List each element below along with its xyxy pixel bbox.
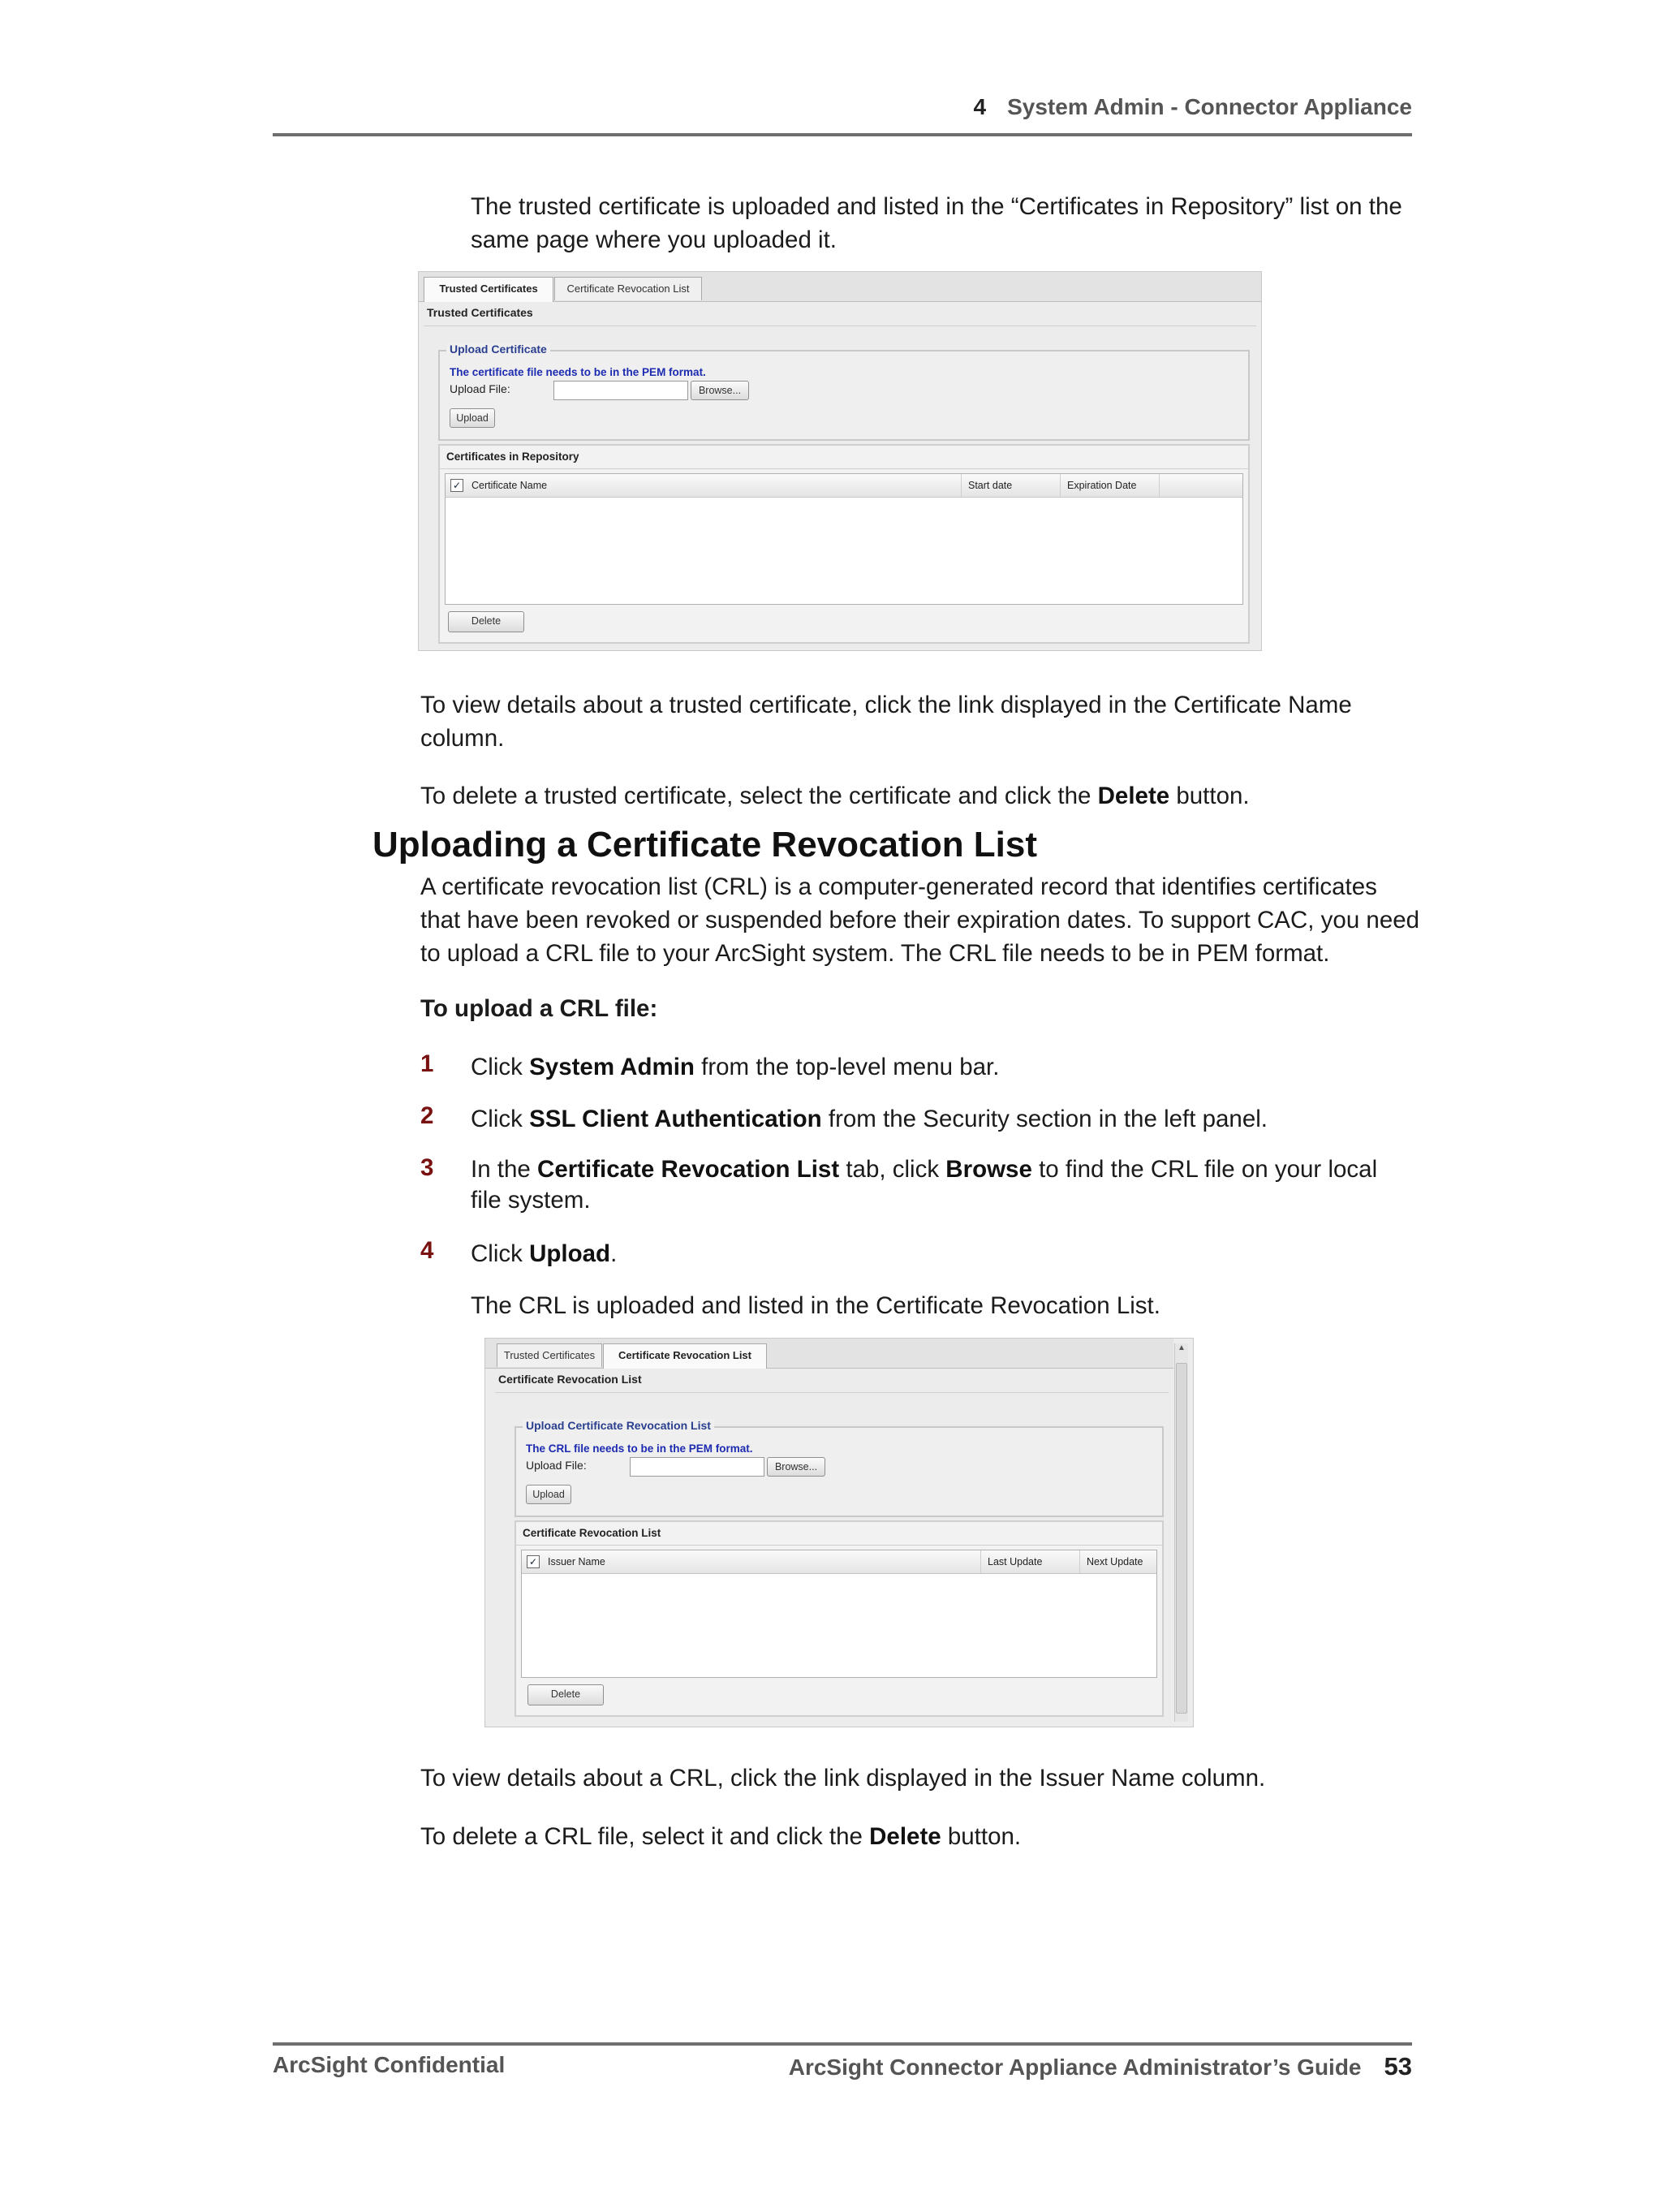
section-title: Certificate Revocation List	[523, 1527, 661, 1539]
text-run: from the top-level menu bar.	[694, 1054, 1000, 1080]
text-run: tab, click	[839, 1156, 946, 1183]
tab-certificate-revocation-list[interactable]: Certificate Revocation List	[554, 277, 702, 300]
text-run: Click	[471, 1240, 530, 1267]
text-run: In the	[471, 1156, 538, 1183]
step-number-4: 4	[420, 1237, 434, 1264]
fieldset-legend: Upload Certificate Revocation List	[523, 1419, 714, 1432]
upload-button[interactable]: Upload	[450, 408, 495, 428]
footer-confidential: ArcSight Confidential	[273, 2052, 506, 2077]
text-run: to find the CRL file on your local file system.	[471, 1156, 1378, 1214]
upload-certificate-fieldset	[438, 343, 1250, 441]
browse-button[interactable]: Browse...	[691, 381, 749, 400]
panel-title: Certificate Revocation List	[498, 1373, 642, 1386]
certificates-table	[445, 473, 1243, 605]
browse-button[interactable]: Browse...	[767, 1457, 825, 1477]
delete-button[interactable]: Delete	[448, 611, 524, 632]
column-last-update[interactable]: Last Update	[981, 1550, 1080, 1573]
upload-file-label: Upload File:	[450, 382, 510, 395]
divider	[440, 468, 1248, 469]
vertical-scrollbar[interactable]	[1174, 1343, 1188, 1722]
step-number-3: 3	[420, 1154, 434, 1181]
page-footer	[273, 2042, 1412, 2080]
guide-title: ArcSight Connector Appliance Administrator’s Guide	[788, 2055, 1362, 2080]
section-title: Certificates in Repository	[446, 451, 579, 463]
tab-certificate-revocation-list[interactable]: Certificate Revocation List	[603, 1343, 767, 1369]
running-header	[974, 94, 1412, 120]
bold-system-admin: System Admin	[529, 1054, 695, 1080]
column-issuer-name[interactable]: Issuer Name	[541, 1550, 981, 1573]
text-run: button.	[941, 1823, 1022, 1850]
fieldset-legend: Upload Certificate	[446, 343, 550, 356]
tab-strip	[485, 1339, 1173, 1369]
procedure-title: To upload a CRL file:	[420, 995, 658, 1022]
upload-file-label: Upload File:	[526, 1459, 587, 1472]
page-number: 53	[1384, 2052, 1412, 2080]
pem-format-note: The CRL file needs to be in the PEM format.	[526, 1442, 753, 1455]
column-next-update[interactable]: Next Update	[1087, 1556, 1143, 1567]
divider	[516, 1545, 1162, 1546]
text-run: Click	[471, 1106, 530, 1132]
paragraph-delete-trusted	[420, 779, 1412, 813]
select-all-checkbox[interactable]: ✓	[527, 1555, 540, 1568]
screenshot-certificate-revocation-list	[484, 1338, 1194, 1727]
chapter-number: 4	[973, 94, 987, 119]
step-2-text	[471, 1102, 1412, 1136]
paragraph-crl-uploaded: The CRL is uploaded and listed in the Certificate Revocation List.	[471, 1292, 1160, 1319]
select-all-checkbox[interactable]: ✓	[450, 479, 463, 492]
footer-guide-title	[789, 2052, 1412, 2081]
text-run: button.	[1169, 783, 1250, 809]
upload-file-input[interactable]	[630, 1457, 764, 1477]
crl-table	[521, 1550, 1157, 1678]
column-certificate-name[interactable]: Certificate Name	[465, 474, 962, 497]
step-3-text	[471, 1154, 1412, 1216]
column-start-date[interactable]: Start date	[962, 474, 1061, 497]
tab-trusted-certificates[interactable]: Trusted Certificates	[497, 1343, 602, 1367]
scroll-up-icon[interactable]: ▲	[1178, 1343, 1186, 1352]
bold-ssl-client-authentication: SSL Client Authentication	[529, 1106, 822, 1132]
scrollbar-thumb[interactable]	[1176, 1363, 1187, 1714]
certificates-in-repository-section	[438, 444, 1250, 644]
text-run: from the Security section in the left panel.	[821, 1106, 1268, 1132]
paragraph-view-crl: To view details about a CRL, click the link displayed in the Issuer Name column.	[420, 1765, 1266, 1792]
upload-button[interactable]: Upload	[526, 1485, 571, 1504]
paragraph-view-trusted: To view details about a trusted certificate, click the link displayed in the Certificate Name column.	[420, 692, 1352, 752]
table-header	[522, 1550, 1156, 1574]
step-4-text	[471, 1237, 1412, 1270]
text-run: .	[610, 1240, 618, 1267]
paragraph-trusted-uploaded: The trusted certificate is uploaded and listed in the “Certificates in Repository” list on the same page where you uploaded it.	[471, 193, 1402, 253]
text-run: Click	[471, 1054, 530, 1080]
upload-crl-fieldset	[515, 1419, 1164, 1517]
upload-file-input[interactable]	[553, 381, 688, 400]
chapter-title: System Admin - Connector Appliance	[1007, 94, 1412, 119]
tab-trusted-certificates[interactable]: Trusted Certificates	[424, 277, 553, 302]
screenshot-trusted-certificates	[418, 271, 1262, 651]
tab-strip	[419, 272, 1261, 302]
table-header	[446, 474, 1242, 498]
pem-format-note: The certificate file needs to be in the PEM format.	[450, 366, 706, 378]
bold-browse: Browse	[945, 1156, 1032, 1183]
delete-button[interactable]: Delete	[527, 1684, 604, 1705]
page-header	[273, 91, 1412, 136]
divider	[495, 1392, 1169, 1393]
step-1-text	[471, 1050, 1412, 1084]
bold-delete: Delete	[869, 1823, 941, 1850]
crl-list-section	[515, 1520, 1164, 1717]
paragraph-crl-intro: A certificate revocation list (CRL) is a computer-generated record that identifies certificates that have been revoked or suspended before their expiration dates. To support CAC, you need to upload a CRL file to your ArcSight system. The CRL file needs to be in PEM format.	[420, 873, 1420, 967]
step-number-1: 1	[420, 1050, 434, 1077]
column-expiration-date[interactable]: Expiration Date	[1061, 474, 1160, 497]
paragraph-delete-crl	[420, 1820, 1412, 1853]
bold-delete: Delete	[1097, 783, 1170, 809]
panel-title: Trusted Certificates	[427, 306, 533, 319]
section-heading: Uploading a Certificate Revocation List	[372, 825, 1038, 865]
text-run: To delete a trusted certificate, select the certificate and click the	[420, 783, 1098, 809]
text-run: To delete a CRL file, select it and click the	[420, 1823, 870, 1850]
step-number-2: 2	[420, 1102, 434, 1129]
bold-upload: Upload	[529, 1240, 611, 1267]
bold-certificate-revocation-list: Certificate Revocation List	[537, 1156, 840, 1183]
